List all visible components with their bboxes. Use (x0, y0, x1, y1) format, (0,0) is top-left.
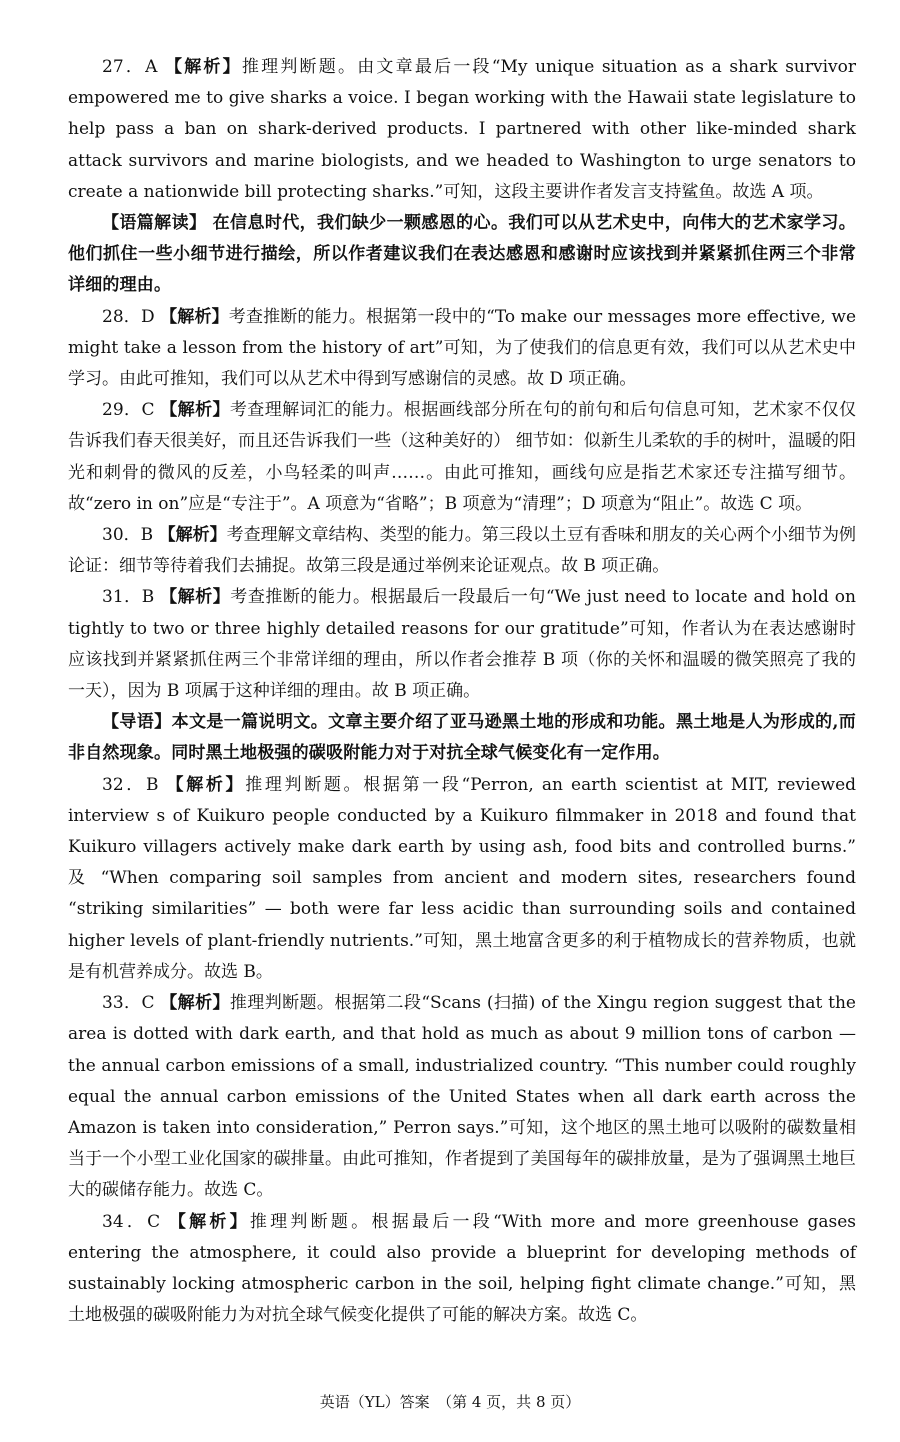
analysis-text: 考查理解文章结构、类型的能力。第三段以土豆有香味和朋友的关心两个小细节为例论证：细节等待着我们去捕捉。故第三段是通过举例来论证观点。故 B 项正确。 (68, 525, 857, 577)
answer-28 (68, 302, 856, 396)
answer-29 (68, 395, 856, 520)
passage-interpretation (68, 208, 856, 302)
analysis-text: 考查理解词汇的能力。根据画线部分所在句的前句和后句信息可知，艺术家不仅仅告诉我们春天很美好，而且还告诉我们一些（这种美好的） 细节如：似新生儿柔软的手的树叶，温暖的阳光和刺骨的微风的反差，小鸟轻柔的叫声……。由此可推知，画线句应是指艺术家还专注描写细节。故“zero in on”应是“专注于”。A 项意为“省略”；B 项意为“清理”；D 项意为“阻止”。故选 C 项。 (68, 400, 857, 514)
answer-30 (68, 520, 856, 582)
analysis-tag: 【解析】 (160, 587, 231, 608)
answer-27 (68, 52, 856, 208)
analysis-text: 推理判断题。根据最后一段“With more and more greenhouse gases entering the atmosphere, it could also provide a blueprint for developing methods of sustainably locking atmospheric carbon in the soil, helping fight climate change.”可知，黑土地极强的碳吸附能力为对抗全球气候变化提供了可能的解决方案。故选 C。 (68, 1211, 856, 1326)
analysis-text: 推理判断题。根据第二段“Scans (扫描) of the Xingu region suggest that the area is dotted with dark earth, and that hold as much as about 9 million tons of carbon — the annual carbon emissions of a small, industrialized country. “This number could roughly equal the annual carbon emissions of the United States when all dark earth across the Amazon is taken into consideration,” Perron says.”可知，这个地区的黑土地可以吸附的碳数量相当于一个小型工业化国家的碳排量。由此可推知，作者提到了美国每年的碳排放量，是为了强调黑土地巨大的碳储存能力。故选 C。 (68, 993, 856, 1201)
question-number: 33．C (102, 993, 161, 1014)
question-number: 29．C (102, 400, 161, 421)
analysis-text: 推理判断题。由文章最后一段“My unique situation as a shark survivor empowered me to give sharks a voice. I began working with the Hawaii state legislature to help pass a ban on shark-derived products. I partnered with other like-minded shark attack survivors and marine biologists, and we headed to Washington to urge senators to create a nationwide bill protecting sharks.”可知，这段主要讲作者发言支持鲨鱼。故选 A 项。 (68, 57, 857, 202)
interpretation-text: 在信息时代，我们缺少一颗感恩的心。我们可以从艺术史中，向伟大的艺术家学习。他们抓住一些小细节进行描绘，所以作者建议我们在表达感恩和感谢时应该找到并紧紧抓住两三个非常详细的理由。 (68, 213, 856, 296)
introduction-tag: 【导语】 (102, 712, 172, 733)
analysis-tag: 【解析】 (164, 57, 242, 77)
question-number: 27．A (102, 57, 165, 77)
analysis-text: 考查推断的能力。根据最后一段最后一句“We just need to locate and hold on tightly to two or three highly detailed reasons for our gratitude”可知，作者认为在表达感谢时应该找到并紧紧抓住两三个非常详细的理由，所以作者会推荐 B 项（你的关怀和温暖的微笑照亮了我的一天），因为 B 项属于这种详细的理由。故 B 项正确。 (68, 587, 856, 702)
answer-31 (68, 582, 856, 707)
analysis-tag: 【解析】 (160, 993, 230, 1014)
introduction-text: 本文是一篇说明文。文章主要介绍了亚马逊黑土地的形成和功能。黑土地是人为形成的,而非自然现象。同时黑土地极强的碳吸附能力对于对抗全球气候变化有一定作用。 (68, 712, 856, 764)
analysis-tag: 【解析】 (158, 525, 227, 546)
answer-33 (68, 988, 856, 1206)
analysis-tag: 【解析】 (168, 1211, 250, 1232)
analysis-text: 考查推断的能力。根据第一段中的“To make our messages more effective, we might take a lesson from the history of art”可知，为了使我们的信息更有效，我们可以从艺术史中学习。由此可推知，我们可以从艺术中得到写感谢信的灵感。故 D 项正确。 (68, 306, 857, 390)
question-number: 31．B (102, 587, 161, 608)
passage-introduction (68, 707, 856, 769)
page-footer: 英语（YL）答案 （第 4 页，共 8 页） (319, 1393, 581, 1411)
question-number: 32．B (102, 774, 167, 795)
interpretation-tag: 【语篇解读】 (102, 213, 207, 234)
answer-page (68, 52, 856, 1331)
question-number: 34．C (102, 1211, 169, 1232)
analysis-text: 推理判断题。根据第一段“Perron, an earth scientist at MIT, reviewed interview s of Kuikuro people conducted by a Kuikuro filmmaker in 2018 and found that Kuikuro villagers actively make dark earth by using ash, food bits and controlled burns.” 及 “When comparing soil samples from ancient and modern sites, researchers found “striking similarities” — both were far less acidic than surrounding soils and contained higher levels of plant-friendly nutrients.”可知，黑土地富含更多的利于植物成长的营养物质，也就是有机营养成分。故选 B。 (68, 774, 857, 982)
analysis-tag: 【解析】 (160, 400, 230, 421)
analysis-tag: 【解析】 (160, 306, 229, 327)
question-number: 30．B (102, 525, 159, 546)
analysis-tag: 【解析】 (166, 774, 246, 795)
question-number: 28．D (102, 306, 161, 327)
answer-32 (68, 770, 856, 988)
answer-34 (68, 1207, 856, 1332)
